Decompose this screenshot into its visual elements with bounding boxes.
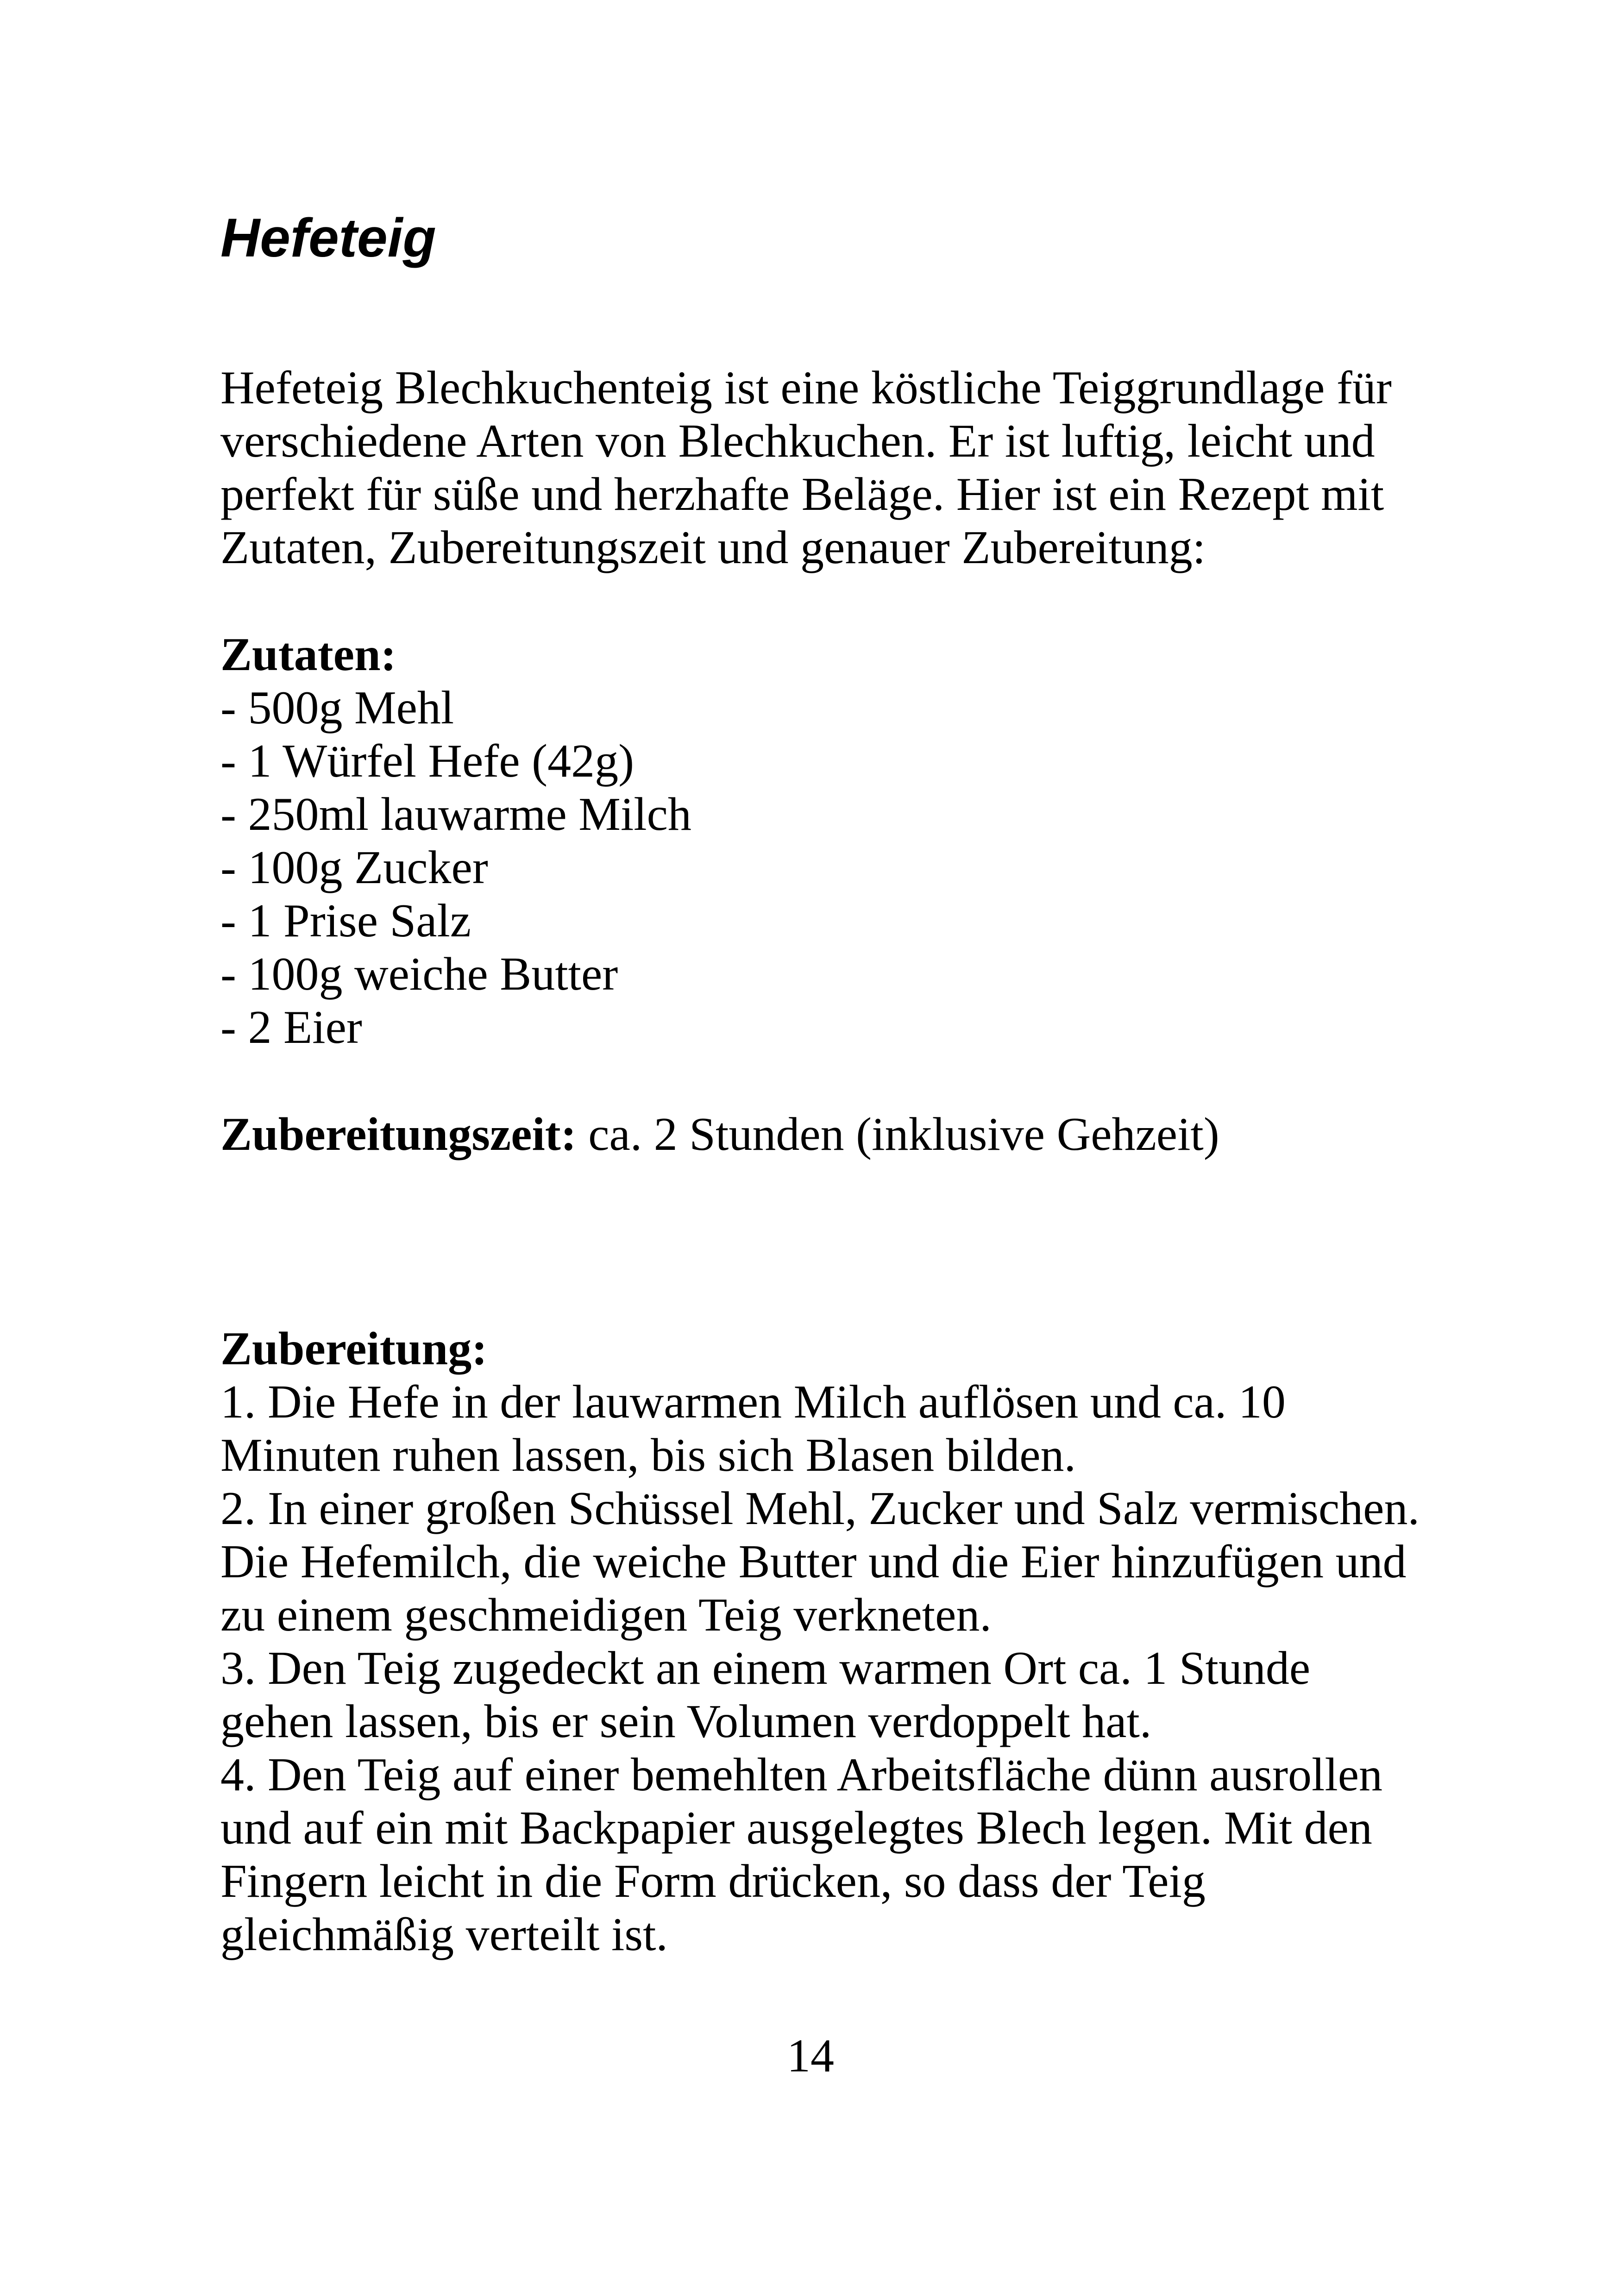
ingredients-heading: Zutaten: [220, 628, 396, 681]
intro-paragraph [220, 361, 1425, 574]
preparation-line: 2. In einer großen Schüssel Mehl, Zucker und Salz vermischen. [220, 1482, 1420, 1535]
ingredient-item: - 250ml lauwarme Milch [220, 788, 691, 841]
intro-line: Zutaten, Zubereitungszeit und genauer Zubereitung: [220, 521, 1206, 574]
preparation-line: 4. Den Teig auf einer bemehlten Arbeitsfläche dünn ausrollen [220, 1749, 1382, 1801]
ingredient-item: - 1 Würfel Hefe (42g) [220, 735, 635, 787]
intro-line: perfekt für süße und herzhafte Beläge. Hier ist ein Rezept mit [220, 468, 1384, 521]
preparation-line: und auf ein mit Backpapier ausgelegtes Blech legen. Mit den [220, 1802, 1372, 1854]
prep-time-label: Zubereitungszeit: [220, 1108, 577, 1161]
prep-time-value: ca. 2 Stunden (inklusive Gehzeit) [576, 1108, 1219, 1161]
prep-time-line [220, 1108, 1425, 1161]
preparation-line: Minuten ruhen lassen, bis sich Blasen bilden. [220, 1429, 1076, 1481]
preparation-heading: Zubereitung: [220, 1323, 488, 1375]
ingredient-item: - 500g Mehl [220, 682, 454, 734]
preparation-line: Die Hefemilch, die weiche Butter und die Eier hinzufügen und [220, 1536, 1407, 1588]
ingredient-item: - 100g weiche Butter [220, 948, 618, 1000]
preparation-line: Fingern leicht in die Form drücken, so dass der Teig [220, 1855, 1206, 1907]
page-title: Hefeteig [220, 207, 436, 269]
preparation-line: gehen lassen, bis er sein Volumen verdoppelt hat. [220, 1695, 1152, 1748]
preparation-line: 1. Die Hefe in der lauwarmen Milch auflösen und ca. 10 [220, 1376, 1286, 1428]
preparation-line: gleichmäßig verteilt ist. [220, 1908, 668, 1961]
intro-line: verschiedene Arten von Blechkuchen. Er ist luftig, leicht und [220, 415, 1375, 467]
page-number: 14 [787, 2030, 834, 2082]
ingredient-item: - 2 Eier [220, 1001, 362, 1054]
ingredients-section [220, 628, 1425, 1054]
ingredient-item: - 100g Zucker [220, 841, 488, 894]
preparation-section [220, 1322, 1425, 1961]
preparation-line: 3. Den Teig zugedeckt an einem warmen Ort ca. 1 Stunde [220, 1642, 1311, 1694]
preparation-line: zu einem geschmeidigen Teig verkneten. [220, 1589, 992, 1641]
intro-line: Hefeteig Blechkuchenteig ist eine köstliche Teiggrundlage für [220, 362, 1392, 414]
ingredient-item: - 1 Prise Salz [220, 895, 471, 947]
